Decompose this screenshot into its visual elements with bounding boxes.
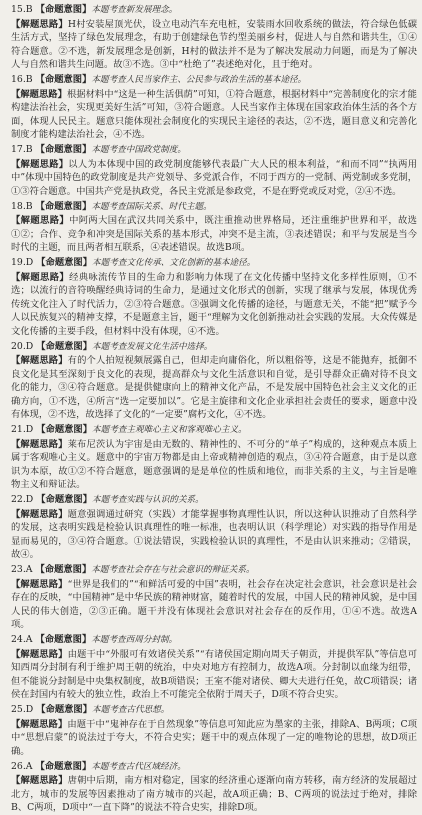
section-tag: 【命题意图】: [35, 4, 92, 15]
question-number: 19.D: [11, 257, 34, 268]
question-number: 26.A: [11, 760, 33, 772]
section-tag: 【命题意图】: [36, 257, 93, 268]
intent-text: 本题考查古代区域经济。: [91, 761, 186, 772]
question-explanation: [11, 73, 417, 142]
explanation-paragraph: [11, 18, 417, 72]
question-header: [11, 256, 417, 271]
intent-text: 本题考查古代思想。: [92, 705, 170, 715]
question-explanation: [11, 563, 417, 632]
question-number: 21.D: [11, 424, 34, 435]
question-explanation: [11, 493, 417, 562]
explanation-text: H村安装屋顶光伏，设立电动汽车充电桩，安装雨水回收系统的做法，符合绿色低碳生活方式，坚持了绿色发展理念，有助于创建绿色节约型美丽乡村，促进人与自然和谐共生，①④符合题意。②不选，新发展理念是创新，H村的做法并不是为了解决发展动力问题，而是为了解决人与自然和谐共生问题。故③不选。③中“杜绝了”表述绝对化，且于绝对。: [11, 18, 417, 70]
explanation-paragraph: [11, 774, 417, 815]
explanation-paragraph: [11, 578, 417, 632]
question-explanation: [11, 200, 417, 255]
question-explanation: [11, 256, 417, 338]
section-tag: 【解题思路】: [11, 158, 69, 170]
section-tag: 【解题思路】: [11, 215, 70, 226]
question-explanation: [11, 633, 417, 702]
section-tag: 【命题意图】: [35, 74, 92, 85]
question-number: 15.B: [11, 4, 33, 15]
section-tag: 【命题意图】: [36, 424, 93, 435]
intent-text: 本题考查西周分封制。: [91, 635, 178, 645]
question-number: 22.D: [11, 494, 34, 505]
explanation-text: 中阿两大国在武汉共同关系中，既注重推动世界格局，还注重维护世界和平，故选①②；合作、竞争和冲突是国际关系的基本形式，冲突不是主流，③表述错误；和平与发展是当今时代的主题，而且两者相互联系，④表述错误。故选B项。: [11, 215, 417, 253]
question-header: [11, 423, 417, 438]
section-tag: 【命题意图】: [35, 564, 92, 575]
question-number: 17.B: [11, 144, 33, 155]
section-tag: 【解题思路】: [11, 438, 68, 450]
question-header: [11, 493, 417, 508]
question-number: 25.D: [11, 704, 34, 715]
explanation-text: “世界是我们的”“和鲜活可爱的中国”表明，社会存在决定社会意识，社会意识是社会存在的反映，“中国精神”是中华民族的精神财富，随着时代的发展，中国人民的精神风貌，是中国人民的伟大创造，②③正确。题干并没有体现社会意识对社会存在的反作用，①④不选。故选A项。: [11, 578, 417, 630]
question-header: [11, 200, 417, 215]
intent-text: 本题考查实践与认识的关系。: [92, 495, 204, 505]
explanation-text: 莱布尼茨认为宇宙是由无数的、精神性的、不可分的“单子”构成的，这种观点本质上属于客观唯心主义。题意中的宇宙万物都是由上帝或精神创造的观点，③④符合题意，由于是以意识为本原，故①②不符合题意，题意强调的是是单位的性质和地位，而非关系的主义，与主旨是唯物主义和辩证法。: [11, 438, 417, 490]
explanation-paragraph: [11, 158, 417, 199]
question-number: 16.B: [11, 74, 33, 85]
section-tag: 【解题思路】: [11, 355, 68, 366]
intent-text: 本题考查中国政党制度。: [91, 145, 186, 155]
question-explanation: [11, 423, 417, 492]
explanation-text: 以人为本体现中国的政党制度能够代表最广大人民的根本利益，“和而不同”“执两用中”体现中国特色的政党制度是共产党领导、多党派合作，不同于西方的一党制、两党制或多党制，①③符合题意。中国共产党是执政党，各民主党派是参政党，不是在野党或反对党，②④不选。: [11, 158, 417, 197]
question-number: 18.B: [11, 200, 33, 212]
section-tag: 【命题意图】: [35, 634, 92, 645]
question-explanation: [11, 3, 417, 72]
question-header: [11, 703, 417, 718]
section-tag: 【命题意图】: [36, 704, 93, 715]
question-explanation: [11, 703, 417, 758]
question-header: [11, 143, 417, 158]
intent-text: 本题考查社会存在与社会意识的辩证关系。: [91, 565, 255, 575]
question-header: [11, 633, 417, 648]
explanation-paragraph: [11, 88, 417, 142]
section-tag: 【解题思路】: [11, 648, 68, 660]
section-tag: 【命题意图】: [35, 144, 92, 155]
section-tag: 【解题思路】: [11, 271, 70, 283]
section-tag: 【命题意图】: [35, 200, 92, 212]
explanation-text: 有的个人拍短视频展露自己，但却走向庸俗化，所以粗俗等，这是不能抛弃，抵御不良文化是其至深刻于良文化的表现，提高群众与文化生活意识和自觉，是引导群众正确对待不良文化的能力，③④符合题意。是提供健康向上的精神文化产品，不是发展中国特色社会主义文化的正确方向，①不选，④所言“选一定要加以”。它是主旋律和文化企业承担社会责任的要求，题意中没有体现，②不选，故选择了文化的“一定要”腐朽文化，④不选。: [11, 355, 417, 420]
question-number: 24.A: [11, 634, 33, 645]
intent-text: 本题考查新发展理念。: [91, 5, 178, 15]
explanation-paragraph: [11, 271, 417, 339]
question-header: [11, 563, 417, 578]
section-tag: 【命题意图】: [36, 494, 93, 505]
explanation-text: 根据材料中“这是一种生活俱荫”可知，①符合题意，根据材料中“完善制度化的宗才能构建法治社会，实现更美好生活”可知，③符合题意。人民当家作主体现在国家政治体生活的各个方面，体现人民民主。题意只能体现社会制度化的实现民主途径的表达，②不选，题目意义和完善化制度才能构建法治社会，④不选。: [11, 88, 417, 140]
section-tag: 【解题思路】: [11, 18, 68, 30]
intent-text: 本题考查文化传承、文化创新的基本途径。: [92, 258, 256, 268]
explanation-paragraph: [11, 718, 417, 759]
section-tag: 【解题思路】: [11, 508, 68, 520]
question-explanation: [11, 760, 417, 815]
question-number: 20.D: [11, 340, 34, 352]
question-number: 23.A: [11, 564, 33, 575]
explanation-paragraph: [11, 354, 417, 422]
intent-text: 本题考查主观唯心主义和客观唯心主义。: [92, 425, 247, 435]
explanation-paragraph: [11, 438, 417, 492]
section-tag: 【解题思路】: [11, 578, 68, 590]
question-header: [11, 340, 417, 355]
question-header: [11, 73, 417, 88]
intent-text: 本题考查人民当家作主、公民参与政治生活的基本途径。: [91, 75, 307, 85]
explanation-text: 经典咏流传节目的生命力和影响力体现了在文化传播中坚持文化多样性原则，①不选；以流行的音符唤醒经典诗词的生命力，是通过文化形式的创新，实现了继承与发展，体现优秀传统文化注入了时代活力，②③符合题意。③强调文化传播的途径，与题意无关，不能“把”赋予今人以民族复兴的精神支撑，不是题意主旨，题干“理解为文化创新推动社会实践的发展。大众传媒是文化传播的主要手段，但材料中没有体现，④不选。: [11, 271, 417, 337]
intent-text: 本题考查国际关系、时代主题。: [91, 201, 212, 212]
section-tag: 【解题思路】: [11, 718, 68, 730]
explanation-paragraph: [11, 648, 417, 702]
explanation-paragraph: [11, 508, 417, 562]
question-header: [11, 3, 417, 18]
answer-explanation-page: [11, 3, 417, 813]
question-explanation: [11, 340, 417, 422]
explanation-text: 题意强调通过研究（实践）才能掌握事物真理性认识，所以这种认识推动了自然科学的发展，这表明实践是检验认识真理性的唯一标准，也表明认识（科学理论）对实践的指导作用是显而易见的，③④符合题意。①说法错误，实践检验认识的真理性，不是由认识来推动；②错误，故④。: [11, 508, 417, 560]
question-header: [11, 760, 417, 775]
explanation-text: 由题干中“外服可有效诸侯关系”“有诸侯国定期向周天子朝贡，并提供军队”等信息可知西周分封制有利于维护周王朝的统治，中央对地方有控制力，故选A项。分封制以血缘为纽带，但不能说分封制是中央集权制度，故B项错误；王室不能对诸侯、卿大夫进行任免，故C项错误；诸侯在封国内有较大的独立性，政治上不可能完全依附于周天子，D项不符合史实。: [11, 648, 417, 700]
intent-text: 本题考查发展文化生活中选择。: [92, 341, 213, 352]
section-tag: 【解题思路】: [11, 775, 68, 786]
section-tag: 【命题意图】: [36, 340, 93, 352]
section-tag: 【解题思路】: [11, 88, 67, 100]
explanation-text: 唐朝中后期，南方相对稳定，国家的经济重心逐渐向南方转移，南方经济的发展超过北方，城市的发展等因素推动了南方城市的兴起，故A项正确；B、C两项的说法过于绝对，排除B、C两项，D项中“一直下降”的说法不符合史实，排除D项。: [11, 775, 417, 813]
explanation-paragraph: [11, 214, 417, 255]
section-tag: 【命题意图】: [35, 760, 92, 772]
explanation-text: 由题干中“鬼神存在于自然现象”等信息可知此应为墨家的主张，排除A、B两项；C项中“思想启蒙”的说法过于夸大，不符合史实；题干中的观点体现了一定的唯物论的思想，故D项正确。: [11, 718, 417, 757]
question-explanation: [11, 143, 417, 198]
